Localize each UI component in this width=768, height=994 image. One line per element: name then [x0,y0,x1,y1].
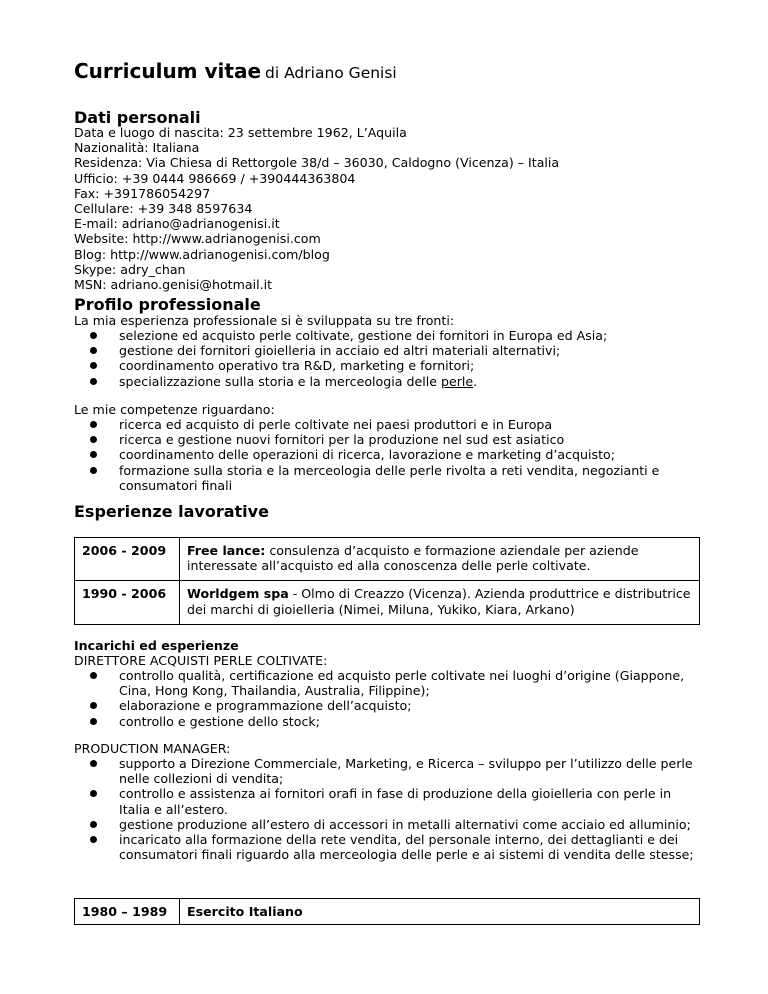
section-heading-profilo: Profilo professionale [74,295,261,314]
personal-line: Ufficio: +39 0444 986669 / +390444363804 [74,170,356,186]
profilo-intro-2: Le mie competenze riguardano: [74,402,275,417]
personal-line: Skype: adry_chan [74,261,186,277]
fronti-last-end: . [473,373,478,389]
personal-line: Cellulare: +39 348 8597634 [74,200,253,216]
personal-line: E-mail: adriano@adrianogenisi.it [74,216,280,232]
incarichi-heading: Incarichi ed esperienze [74,638,239,653]
experience-employer: Esercito Italiano [187,904,303,919]
table-row [75,899,700,925]
perle-link[interactable]: perle [440,373,474,389]
page-title [74,59,397,83]
list-item: elaborazione e programmazione dell’acquisto; [74,698,704,713]
list-item: gestione produzione all’estero di accessori in metalli alternativi come acciaio ed alluminio; [74,817,704,832]
list-item: controllo e gestione dello stock; [74,714,704,729]
title-main: Curriculum vitae [74,59,262,83]
fronti-list [74,328,704,389]
personal-line: Nazionalità: Italiana [74,140,200,156]
list-item: incaricato alla formazione della rete vendita, del personale interno, dei dettaglianti e dei consumatori finali riguardo alla merceologia delle perle e ai sistemi di vendita delle stesse; [74,832,704,862]
fronti-last-text: specializzazione sulla storia e la merceologia delle [119,373,441,389]
section-heading-dati-personali: Dati personali [74,108,201,127]
list-item: gestione dei fornitori gioielleria in acciaio ed altri materiali alternativi; [74,343,704,358]
personal-line: Fax: +391786054297 [74,185,211,201]
experience-description [180,899,700,925]
experience-employer: Free lance: [187,543,266,558]
experience-description [180,581,700,625]
experience-employer: Worldgem spa [187,586,289,602]
personal-line: Data e luogo di nascita: 23 settembre 1962, L’Aquila [74,125,407,140]
experience-text: consulenza d’acquisto e formazione aziendale per aziende interessate all’acquisto ed alla conoscenza delle perle coltivate. [187,543,639,574]
production-list [74,756,704,862]
list-item [74,374,704,389]
list-item: controllo e assistenza ai fornitori orafi in fase di produzione della gioielleria con perle in Italia e all’estero. [74,786,704,816]
list-item: ricerca e gestione nuovi fornitori per la produzione nel sud est asiatico [74,432,704,447]
production-heading: PRODUCTION MANAGER: [74,741,231,756]
section-heading-esperienze: Esperienze lavorative [74,502,269,521]
list-item: formazione sulla storia e la merceologia delle perle rivolta a reti vendita, negozianti e consumatori finali [74,463,704,493]
experience-years: 1990 - 2006 [75,581,180,625]
list-item: coordinamento delle operazioni di ricerca, lavorazione e marketing d’acquisto; [74,447,704,462]
table-row [75,538,700,581]
profilo-intro-1: La mia esperienza professionale si è sviluppata su tre fronti: [74,313,455,328]
experience-table [74,537,700,625]
list-item: selezione ed acquisto perle coltivate, gestione dei fornitori in Europa ed Asia; [74,328,704,343]
personal-line: Blog: http://www.adrianogenisi.com/blog [74,246,330,262]
list-item: controllo qualità, certificazione ed acquisto perle coltivate nei luoghi d’origine (Giappone, Cina, Hong Kong, Thailandia, Australia, Filippine); [74,668,704,698]
table-row [75,581,700,625]
personal-data-list [74,125,704,292]
experience-text: - Olmo di Creazzo (Vicenza). Azienda produttrice e distributrice dei marchi di gioielleria (Nimei, Miluna, Yukiko, Kiara, Arkano) [187,586,691,617]
list-item: ricerca ed acquisto di perle coltivate nei paesi produttori e in Europa [74,417,704,432]
experience-table-2 [74,898,700,925]
experience-description [180,538,700,581]
personal-line: Residenza: Via Chiesa di Rettorgole 38/d – 36030, Caldogno (Vicenza) – Italia [74,155,560,171]
list-item: coordinamento operativo tra R&D, marketing e fornitori; [74,358,704,373]
list-item: supporto a Direzione Commerciale, Marketing, e Ricerca – sviluppo per l’utilizzo delle perle nelle collezioni di vendita; [74,756,704,786]
direttore-list [74,668,704,729]
title-sub: di Adriano Genisi [265,64,397,82]
personal-line: MSN: adriano.genisi@hotmail.it [74,276,273,292]
personal-line: Website: http://www.adrianogenisi.com [74,231,321,247]
experience-years: 1980 – 1989 [75,899,180,925]
competenze-list [74,417,704,493]
direttore-heading: DIRETTORE ACQUISTI PERLE COLTIVATE: [74,653,328,668]
experience-years: 2006 - 2009 [75,538,180,581]
